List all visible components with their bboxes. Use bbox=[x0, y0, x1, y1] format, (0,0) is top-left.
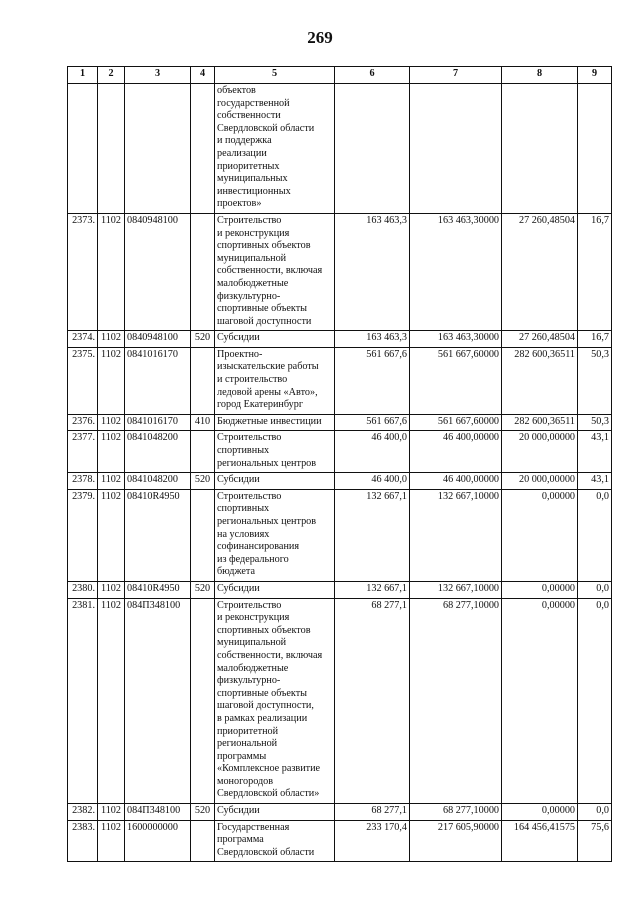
planned-amount-cell: 132 667,1 bbox=[335, 581, 410, 598]
adjusted-amount-cell: 163 463,30000 bbox=[410, 213, 502, 330]
column-header: 8 bbox=[502, 67, 578, 84]
expense-type-cell: 410 bbox=[191, 414, 215, 431]
row-number-cell bbox=[68, 84, 98, 214]
actual-amount-cell: 282 600,36511 bbox=[502, 414, 578, 431]
percent-cell: 50,3 bbox=[578, 414, 612, 431]
target-code-cell: 08410R4950 bbox=[125, 489, 191, 581]
expense-type-cell bbox=[191, 598, 215, 804]
adjusted-amount-cell: 132 667,10000 bbox=[410, 581, 502, 598]
planned-amount-cell: 163 463,3 bbox=[335, 331, 410, 348]
item-name-cell: Строительство и реконструкция спортивных объектов муниципальной собственности, включая малобюджетные физкультурно- спортивные объекты шаговой доступности, в рамках реализации приоритетной региональной программы «Комплексное развитие моногородов Свердловской области» bbox=[215, 598, 335, 804]
section-code-cell bbox=[98, 84, 125, 214]
expense-type-cell bbox=[191, 489, 215, 581]
expense-type-cell: 520 bbox=[191, 804, 215, 821]
actual-amount-cell: 27 260,48504 bbox=[502, 213, 578, 330]
target-code-cell: 0841016170 bbox=[125, 414, 191, 431]
planned-amount-cell: 233 170,4 bbox=[335, 820, 410, 862]
adjusted-amount-cell bbox=[410, 84, 502, 214]
item-name-cell: объектов государственной собственности Свердловской области и поддержка реализации приоритетных муниципальных инвестиционных проектов» bbox=[215, 84, 335, 214]
actual-amount-cell: 0,00000 bbox=[502, 581, 578, 598]
expense-type-cell: 520 bbox=[191, 581, 215, 598]
table-row bbox=[68, 84, 612, 214]
column-header: 6 bbox=[335, 67, 410, 84]
table-row bbox=[68, 473, 612, 490]
table-row bbox=[68, 347, 612, 414]
column-header: 7 bbox=[410, 67, 502, 84]
percent-cell bbox=[578, 84, 612, 214]
adjusted-amount-cell: 68 277,10000 bbox=[410, 804, 502, 821]
table-row bbox=[68, 804, 612, 821]
row-number-cell: 2376. bbox=[68, 414, 98, 431]
target-code-cell: 08410R4950 bbox=[125, 581, 191, 598]
adjusted-amount-cell: 561 667,60000 bbox=[410, 414, 502, 431]
section-code-cell: 1102 bbox=[98, 581, 125, 598]
budget-table bbox=[67, 66, 612, 862]
planned-amount-cell: 46 400,0 bbox=[335, 473, 410, 490]
item-name-cell: Строительство спортивных региональных центров bbox=[215, 431, 335, 473]
actual-amount-cell: 20 000,00000 bbox=[502, 473, 578, 490]
actual-amount-cell: 0,00000 bbox=[502, 598, 578, 804]
percent-cell: 0,0 bbox=[578, 489, 612, 581]
row-number-cell: 2378. bbox=[68, 473, 98, 490]
actual-amount-cell: 0,00000 bbox=[502, 804, 578, 821]
adjusted-amount-cell: 163 463,30000 bbox=[410, 331, 502, 348]
expense-type-cell bbox=[191, 347, 215, 414]
expense-type-cell bbox=[191, 820, 215, 862]
section-code-cell: 1102 bbox=[98, 414, 125, 431]
row-number-cell: 2382. bbox=[68, 804, 98, 821]
percent-cell: 0,0 bbox=[578, 804, 612, 821]
target-code-cell: 084П348100 bbox=[125, 804, 191, 821]
adjusted-amount-cell: 132 667,10000 bbox=[410, 489, 502, 581]
item-name-cell: Строительство спортивных региональных центров на условиях софинансирования из федерального бюджета bbox=[215, 489, 335, 581]
percent-cell: 43,1 bbox=[578, 431, 612, 473]
target-code-cell: 0841048200 bbox=[125, 473, 191, 490]
expense-type-cell bbox=[191, 213, 215, 330]
item-name-cell: Бюджетные инвестиции bbox=[215, 414, 335, 431]
expense-type-cell: 520 bbox=[191, 331, 215, 348]
header-row bbox=[68, 67, 612, 84]
adjusted-amount-cell: 46 400,00000 bbox=[410, 431, 502, 473]
actual-amount-cell: 27 260,48504 bbox=[502, 331, 578, 348]
target-code-cell: 0841016170 bbox=[125, 347, 191, 414]
planned-amount-cell: 68 277,1 bbox=[335, 598, 410, 804]
planned-amount-cell: 561 667,6 bbox=[335, 414, 410, 431]
row-number-cell: 2377. bbox=[68, 431, 98, 473]
item-name-cell: Субсидии bbox=[215, 473, 335, 490]
planned-amount-cell: 561 667,6 bbox=[335, 347, 410, 414]
percent-cell: 16,7 bbox=[578, 213, 612, 330]
actual-amount-cell bbox=[502, 84, 578, 214]
item-name-cell: Строительство и реконструкция спортивных объектов муниципальной собственности, включая малобюджетные физкультурно- спортивные объекты шаговой доступности bbox=[215, 213, 335, 330]
planned-amount-cell: 132 667,1 bbox=[335, 489, 410, 581]
planned-amount-cell: 68 277,1 bbox=[335, 804, 410, 821]
table-row bbox=[68, 431, 612, 473]
item-name-cell: Государственная программа Свердловской области bbox=[215, 820, 335, 862]
expense-type-cell bbox=[191, 431, 215, 473]
percent-cell: 0,0 bbox=[578, 598, 612, 804]
column-header: 9 bbox=[578, 67, 612, 84]
section-code-cell: 1102 bbox=[98, 804, 125, 821]
expense-type-cell bbox=[191, 84, 215, 214]
table-row bbox=[68, 598, 612, 804]
section-code-cell: 1102 bbox=[98, 489, 125, 581]
row-number-cell: 2379. bbox=[68, 489, 98, 581]
section-code-cell: 1102 bbox=[98, 431, 125, 473]
section-code-cell: 1102 bbox=[98, 598, 125, 804]
item-name-cell: Субсидии bbox=[215, 804, 335, 821]
table-row bbox=[68, 331, 612, 348]
item-name-cell: Проектно- изыскательские работы и строительство ледовой арены «Авто», город Екатеринбург bbox=[215, 347, 335, 414]
percent-cell: 75,6 bbox=[578, 820, 612, 862]
row-number-cell: 2375. bbox=[68, 347, 98, 414]
actual-amount-cell: 20 000,00000 bbox=[502, 431, 578, 473]
column-header: 3 bbox=[125, 67, 191, 84]
section-code-cell: 1102 bbox=[98, 213, 125, 330]
section-code-cell: 1102 bbox=[98, 331, 125, 348]
table-row bbox=[68, 489, 612, 581]
row-number-cell: 2373. bbox=[68, 213, 98, 330]
item-name-cell: Субсидии bbox=[215, 331, 335, 348]
page-number: 269 bbox=[307, 28, 333, 47]
target-code-cell bbox=[125, 84, 191, 214]
target-code-cell: 084П348100 bbox=[125, 598, 191, 804]
target-code-cell: 0840948100 bbox=[125, 331, 191, 348]
section-code-cell: 1102 bbox=[98, 473, 125, 490]
section-code-cell: 1102 bbox=[98, 347, 125, 414]
actual-amount-cell: 282 600,36511 bbox=[502, 347, 578, 414]
row-number-cell: 2381. bbox=[68, 598, 98, 804]
planned-amount-cell bbox=[335, 84, 410, 214]
adjusted-amount-cell: 68 277,10000 bbox=[410, 598, 502, 804]
percent-cell: 43,1 bbox=[578, 473, 612, 490]
expense-type-cell: 520 bbox=[191, 473, 215, 490]
table-row bbox=[68, 581, 612, 598]
actual-amount-cell: 164 456,41575 bbox=[502, 820, 578, 862]
section-code-cell: 1102 bbox=[98, 820, 125, 862]
percent-cell: 50,3 bbox=[578, 347, 612, 414]
percent-cell: 16,7 bbox=[578, 331, 612, 348]
actual-amount-cell: 0,00000 bbox=[502, 489, 578, 581]
table-row bbox=[68, 820, 612, 862]
adjusted-amount-cell: 217 605,90000 bbox=[410, 820, 502, 862]
table-row bbox=[68, 414, 612, 431]
adjusted-amount-cell: 46 400,00000 bbox=[410, 473, 502, 490]
percent-cell: 0,0 bbox=[578, 581, 612, 598]
table-row bbox=[68, 213, 612, 330]
row-number-cell: 2380. bbox=[68, 581, 98, 598]
column-header: 4 bbox=[191, 67, 215, 84]
row-number-cell: 2383. bbox=[68, 820, 98, 862]
target-code-cell: 0841048200 bbox=[125, 431, 191, 473]
target-code-cell: 1600000000 bbox=[125, 820, 191, 862]
row-number-cell: 2374. bbox=[68, 331, 98, 348]
column-header: 1 bbox=[68, 67, 98, 84]
column-header: 5 bbox=[215, 67, 335, 84]
target-code-cell: 0840948100 bbox=[125, 213, 191, 330]
item-name-cell: Субсидии bbox=[215, 581, 335, 598]
planned-amount-cell: 46 400,0 bbox=[335, 431, 410, 473]
column-header: 2 bbox=[98, 67, 125, 84]
adjusted-amount-cell: 561 667,60000 bbox=[410, 347, 502, 414]
planned-amount-cell: 163 463,3 bbox=[335, 213, 410, 330]
